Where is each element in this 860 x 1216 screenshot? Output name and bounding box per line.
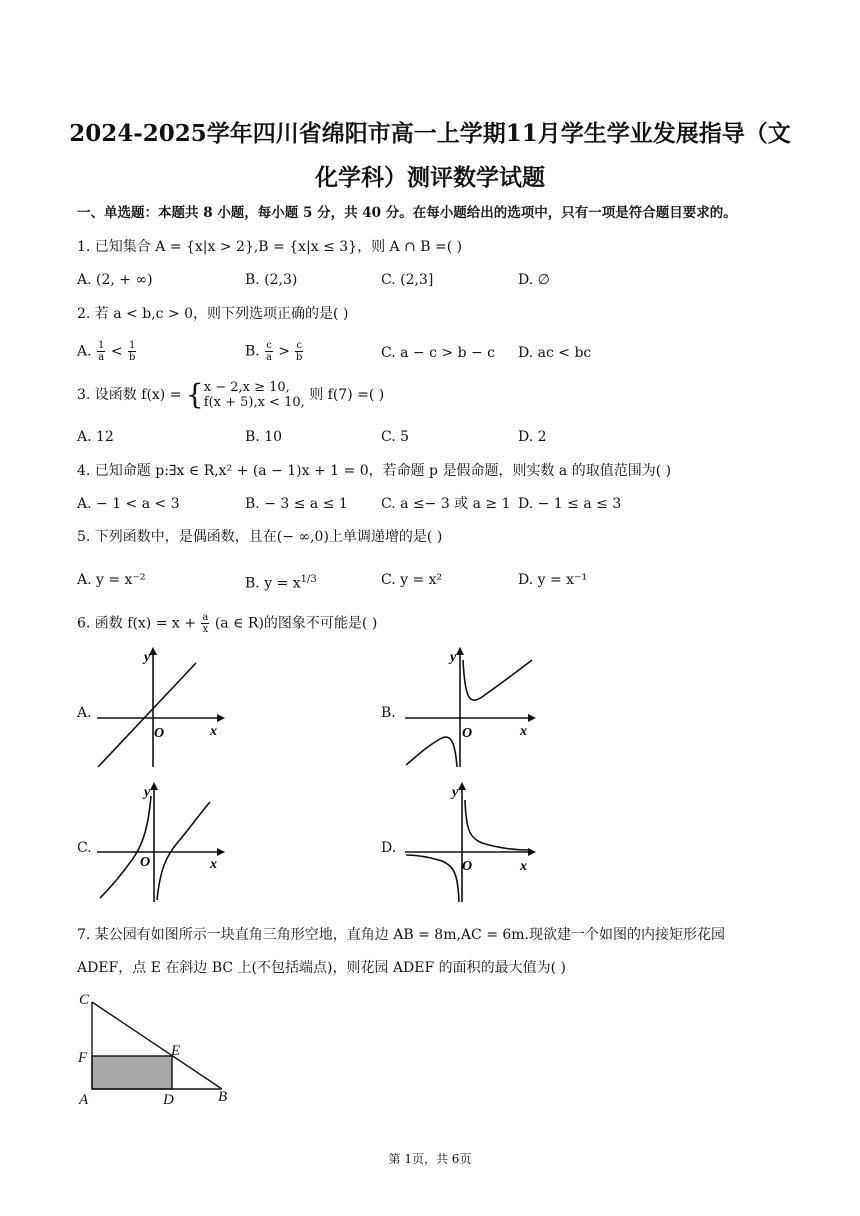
fraction xyxy=(97,340,105,363)
fraction xyxy=(295,340,303,363)
question-5-stem: 5. 下列函数中，是偶函数，且在(− ∞,0)上单调递增的是( ) xyxy=(77,529,443,545)
question-7-line-1: 7. 某公园有如图所示一块直角三角形空地，直角边 AB = 8m,AC = 6m.现欲建一个如图的内接矩形花园 xyxy=(77,927,726,943)
garden-rectangle xyxy=(92,1056,172,1089)
curve-right xyxy=(463,660,532,700)
q6-label-c: C. xyxy=(77,840,92,856)
point-a-label: A xyxy=(79,1092,89,1108)
q5-option-c: C. y = x² xyxy=(381,572,443,588)
q3-stem-pre: 3. 设函数 f(x) = xyxy=(77,387,182,403)
y-arrow xyxy=(150,782,158,790)
origin-label: O xyxy=(140,855,151,870)
relation: > xyxy=(278,343,290,360)
q3-option-b: B. 10 xyxy=(245,429,283,445)
q4-option-b: B. − 3 ≤ a ≤ 1 xyxy=(245,496,348,512)
fraction xyxy=(128,340,136,363)
frac-den: x xyxy=(202,624,209,635)
q1-option-d: D. ∅ xyxy=(518,272,550,288)
fraction xyxy=(201,612,209,635)
cases xyxy=(204,380,305,410)
title-line-1: 2024-2025学年四川省绵阳市高一上学期11月学生学业发展指导（文 xyxy=(69,120,791,147)
frac-num: c xyxy=(266,340,272,351)
case-2: f(x + 5),x < 10, xyxy=(203,395,305,410)
point-f-label: F xyxy=(78,1050,88,1066)
section-heading: 一、单选题：本题共 8 小题，每小题 5 分，共 40 分。在每小题给出的选项中，只有一项是符合题目要求的。 xyxy=(77,205,737,221)
frac-num: c xyxy=(296,340,303,351)
paper-title xyxy=(40,112,820,200)
q6-stem-post: (a ∈ R)的图象不可能是( ) xyxy=(214,615,378,632)
y-label: y xyxy=(452,785,459,800)
q4-option-a: A. − 1 < a < 3 xyxy=(77,496,180,512)
q6-label-a: A. xyxy=(77,705,92,721)
q1-option-b: B. (2,3) xyxy=(245,272,298,288)
x-arrow xyxy=(217,848,225,856)
q6-label-d: D. xyxy=(381,840,397,856)
point-c-label: C xyxy=(79,992,90,1008)
question-3-stem xyxy=(77,380,384,410)
q5-option-b-base: B. y = x xyxy=(245,575,301,592)
q2-option-b-label: B. xyxy=(245,343,260,360)
q5-option-d: D. y = x⁻¹ xyxy=(518,572,588,588)
q1-option-c: C. (2,3] xyxy=(381,272,434,288)
point-d-label: D xyxy=(163,1092,174,1108)
q6-stem-pre: 6. 函数 f(x) = x + xyxy=(77,615,196,632)
q3-option-d: D. 2 xyxy=(518,429,547,445)
graph-d xyxy=(400,780,545,905)
curve-left xyxy=(406,855,459,902)
frac-num: a xyxy=(202,612,209,623)
q6-label-b: B. xyxy=(381,705,396,721)
q5-option-b xyxy=(245,570,317,594)
y-label: y xyxy=(144,785,151,800)
point-e-label: E xyxy=(171,1043,181,1059)
x-arrow xyxy=(528,848,536,856)
case-1: x − 2,x ≥ 10, xyxy=(203,380,290,395)
graph-b xyxy=(400,645,545,770)
q1-option-a: A. (2, + ∞) xyxy=(77,272,153,288)
frac-den: b xyxy=(296,352,303,363)
q2-option-b xyxy=(245,340,304,363)
question-6-stem xyxy=(77,612,377,635)
origin-label: O xyxy=(462,726,473,741)
x-arrow xyxy=(528,714,536,722)
frac-num: 1 xyxy=(129,340,136,351)
relation: < xyxy=(110,343,123,360)
point-b-label: B xyxy=(218,1089,228,1105)
curve-right xyxy=(465,800,530,850)
frac-den: a xyxy=(98,352,105,363)
curve xyxy=(98,663,196,767)
x-label: x xyxy=(520,724,527,739)
title-line-2: 化学科）测评数学试题 xyxy=(315,164,545,191)
x-label: x xyxy=(210,724,217,739)
q2-option-a-label: A. xyxy=(77,343,92,360)
y-label: y xyxy=(450,650,457,665)
graph-c xyxy=(92,780,227,905)
y-arrow xyxy=(456,647,464,655)
curve-left xyxy=(406,737,457,767)
q4-option-c: C. a ≤− 3 或 a ≥ 1 xyxy=(381,496,511,512)
curve-right xyxy=(157,802,210,900)
fraction xyxy=(265,340,273,363)
triangle-figure xyxy=(75,988,245,1110)
q2-option-a xyxy=(77,340,137,363)
page-footer: 第 1页，共 6页 xyxy=(388,1152,472,1166)
origin-label: O xyxy=(462,859,473,874)
q5-option-b-exponent: 1/3 xyxy=(300,574,317,585)
x-arrow xyxy=(217,714,225,722)
origin-label: O xyxy=(154,726,165,741)
question-7-line-2: ADEF，点 E 在斜边 BC 上(不包括端点)，则花园 ADEF 的面积的最大值为( ) xyxy=(77,960,567,976)
graph-a xyxy=(92,645,227,770)
frac-den: b xyxy=(129,352,136,363)
q5-option-a: A. y = x⁻² xyxy=(77,572,146,588)
brace-glyph: { xyxy=(185,378,204,411)
x-label: x xyxy=(520,859,527,874)
question-2-stem: 2. 若 a < b,c > 0，则下列选项正确的是( ) xyxy=(77,306,349,322)
curve-left xyxy=(100,796,151,898)
frac-num: 1 xyxy=(98,340,105,351)
x-label: x xyxy=(210,857,217,872)
question-1-stem: 1. 已知集合 A = {x|x > 2},B = {x|x ≤ 3}，则 A ∩ B =( ) xyxy=(77,239,463,255)
piecewise xyxy=(186,380,305,410)
question-4-stem: 4. 已知命题 p:∃x ∈ R,x² + (a − 1)x + 1 = 0，若命题 p 是假命题，则实数 a 的取值范围为( ) xyxy=(77,463,672,479)
frac-den: a xyxy=(266,352,272,363)
q4-option-d: D. − 1 ≤ a ≤ 3 xyxy=(518,496,622,512)
y-arrow xyxy=(458,782,466,790)
q3-option-c: C. 5 xyxy=(381,429,410,445)
q3-stem-post: 则 f(7) =( ) xyxy=(309,387,385,403)
y-label: y xyxy=(144,650,151,665)
q2-option-c: C. a − c > b − c xyxy=(381,345,495,361)
q2-option-d: D. ac < bc xyxy=(518,345,592,361)
q3-option-a: A. 12 xyxy=(77,429,114,445)
